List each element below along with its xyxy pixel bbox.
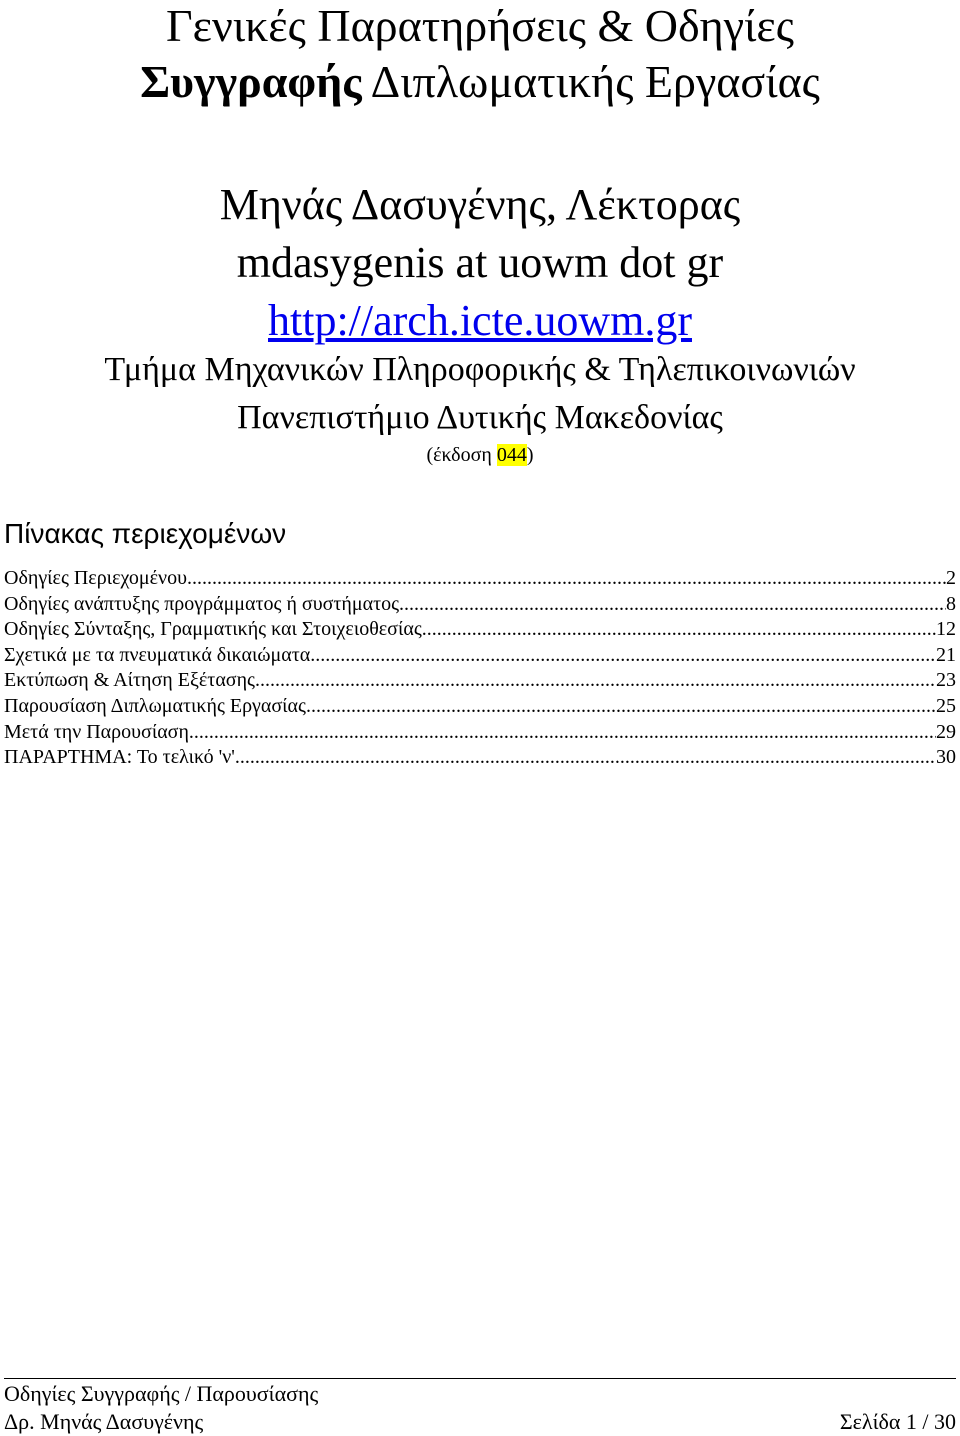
department: Τμήμα Μηχανικών Πληροφορικής & Τηλεπικοινωνιών: [104, 351, 856, 388]
toc-entry-label: ΠΑΡΑΡΤΗΜΑ: Το τελικό 'ν': [4, 746, 235, 769]
version-suffix: ): [526, 444, 534, 466]
toc-entry-label: Παρουσίαση Διπλωματικής Εργασίας: [4, 694, 306, 717]
toc-entry-page: 30: [936, 746, 956, 769]
toc-entry-page: 21: [936, 643, 956, 666]
toc-entry[interactable]: [4, 694, 956, 720]
toc-entry[interactable]: [4, 617, 956, 643]
version-number: 044: [496, 444, 527, 466]
version-prefix: (έκδοση: [426, 444, 497, 466]
title-line-2-rest: Διπλωματικής Εργασίας: [361, 56, 820, 107]
toc-leader-dots: [255, 668, 936, 694]
footer-divider: [4, 1378, 956, 1379]
title-bold-word: Συγγραφής: [140, 56, 362, 107]
footer-page-number: Σελίδα 1 / 30: [839, 1409, 956, 1434]
toc-entry-label: Οδηγίες Περιεχομένου: [4, 567, 187, 589]
toc-heading: Πίνακας περιεχομένων: [4, 518, 287, 549]
footer-doc-title: Οδηγίες Συγγραφής / Παρουσίασης: [4, 1381, 319, 1406]
author-website: [0, 296, 960, 346]
toc-entry-label: Εκτύπωση & Αίτηση Εξέτασης: [4, 669, 255, 692]
author-name: Μηνάς Δασυγένης, Λέκτορας: [219, 180, 741, 229]
version-line: [0, 443, 960, 467]
toc-entry[interactable]: [4, 592, 956, 618]
toc-entry-page: 2: [946, 567, 956, 589]
toc-entry-label: Οδηγίες ανάπτυξης προγράμματος ή συστήματος: [4, 592, 400, 615]
toc-entry-page: 8: [946, 592, 956, 615]
toc-entry[interactable]: [4, 720, 956, 746]
toc-leader-dots: [187, 566, 946, 592]
website-link[interactable]: http://arch.icte.uowm.gr: [268, 296, 692, 345]
university: Πανεπιστήμιο Δυτικής Μακεδονίας: [237, 399, 723, 436]
toc-entry[interactable]: [4, 566, 956, 592]
toc-leader-dots: [310, 643, 936, 669]
table-of-contents: [4, 566, 956, 771]
toc-leader-dots: [235, 745, 936, 771]
title-line-2: [0, 56, 960, 108]
toc-entry-page: 23: [936, 669, 956, 692]
toc-leader-dots: [189, 720, 936, 746]
toc-entry[interactable]: [4, 668, 956, 694]
toc-leader-dots: [306, 694, 936, 720]
toc-entry-label: Σχετικά με τα πνευματικά δικαιώματα: [4, 643, 311, 666]
toc-entry-page: 25: [936, 694, 956, 717]
toc-entry[interactable]: [4, 745, 956, 771]
toc-entry-page: 29: [936, 720, 956, 743]
toc-leader-dots: [422, 617, 936, 643]
toc-leader-dots: [399, 592, 946, 618]
footer-bottom-line: [4, 1409, 956, 1435]
footer-author: Δρ. Μηνάς Δασυγένης: [4, 1409, 204, 1434]
toc-entry-page: 12: [936, 618, 956, 641]
toc-entry-label: Μετά την Παρουσίαση: [4, 720, 189, 743]
author-email: mdasygenis at uowm dot gr: [236, 238, 724, 287]
toc-entry-label: Οδηγίες Σύνταξης, Γραμματικής και Στοιχειοθεσίας: [4, 618, 422, 641]
title-line-1: Γενικές Παρατηρήσεις & Οδηγίες: [166, 0, 794, 51]
toc-entry[interactable]: [4, 643, 956, 669]
